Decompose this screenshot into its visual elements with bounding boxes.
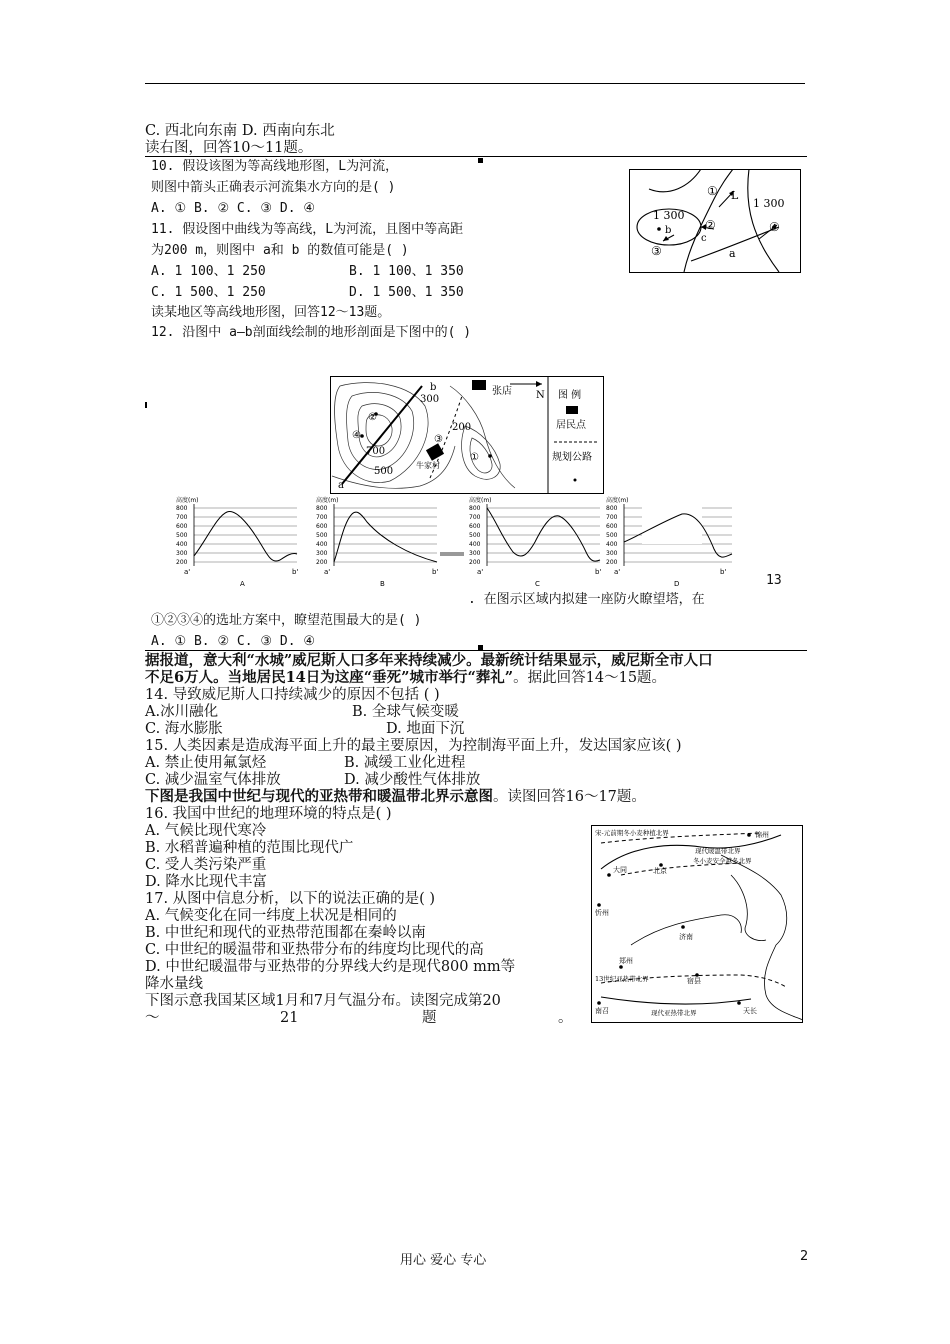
artifact-mark <box>145 402 147 408</box>
option-b: B. 水稻普遍种植的范围比现代广 <box>145 840 354 856</box>
topographic-map <box>330 376 604 494</box>
ytick: 500 <box>176 532 188 539</box>
ytick: 300 <box>316 550 328 557</box>
ytick: 700 <box>469 514 481 521</box>
ytick: 700 <box>606 514 618 521</box>
map-label: 忻州 <box>595 909 609 917</box>
passage-normal: 。据此回答14～15题。 <box>513 670 667 686</box>
artifact-mark <box>478 158 483 163</box>
option-c: C. 中世纪的暖温带和亚热带分布的纬度均比现代的高 <box>145 942 484 958</box>
map-label: 济南 <box>679 933 693 941</box>
ytick: 600 <box>606 523 618 530</box>
ytick: 800 <box>316 505 328 512</box>
option-c: C. 1 500、1 250 <box>151 285 266 300</box>
passage-line <box>145 669 666 687</box>
map-label: 北京 <box>653 867 667 875</box>
ytick: 800 <box>469 505 481 512</box>
passage: 据报道，意大利“水城”威尼斯人口多年来持续减少。最新统计结果显示，威尼斯全市人口 <box>145 652 713 669</box>
fig1-label: ④ <box>769 220 780 234</box>
question-12: 12. 沿图中 a—b剖面线绘制的地形剖面是下图中的( ) <box>151 325 472 340</box>
map-label: a <box>338 480 344 491</box>
question-15: 15. 人类因素是造成海平面上升的最主要原因，为控制海平面上升，发达国家应该( ) <box>145 738 682 754</box>
map-label: 现代亚热带北界 <box>651 1009 697 1017</box>
options: A. ① B. ② C. ③ D. ④ <box>151 201 316 216</box>
ytick: 500 <box>316 532 328 539</box>
fig1-label: b <box>665 225 672 236</box>
map-label: 大同 <box>613 866 627 874</box>
map-label: 500 <box>374 466 394 477</box>
text-fragment: 21 <box>280 1010 299 1026</box>
ytick: 700 <box>176 514 188 521</box>
text-line: 读右图，回答10～11题。 <box>145 140 313 156</box>
ytick: 300 <box>176 550 188 557</box>
question-11: 11. 假设图中曲线为等高线，L为河流，且图中等高距 <box>151 222 464 237</box>
header-rule <box>145 83 805 84</box>
profile-start: a' <box>184 568 191 576</box>
passage-bold: 下图是我国中世纪与现代的亚热带和暖温带北界示意图 <box>145 788 493 805</box>
text-fragment: 。 <box>558 1010 573 1026</box>
ytick: 400 <box>606 541 618 548</box>
text-line: 降水量线 <box>145 976 203 992</box>
smudge <box>642 504 702 544</box>
options: A. ① B. ② C. ③ D. ④ <box>151 634 316 649</box>
map-label: 宿县 <box>687 977 701 985</box>
ytick: 400 <box>316 541 328 548</box>
question-13: . 在图示区域内拟建一座防火瞭望塔，在 <box>468 592 705 607</box>
ytick: 200 <box>469 559 481 566</box>
option-b: B. 减缓工业化进程 <box>344 755 466 771</box>
profile-ylabel: 高度(m) <box>316 497 339 504</box>
ytick: 300 <box>606 550 618 557</box>
fig1-label: ① <box>707 184 718 198</box>
profile-ylabel: 高度(m) <box>469 497 492 504</box>
passage-line <box>145 788 646 806</box>
passage-normal: 。读图回答16～17题。 <box>493 789 646 805</box>
map-label: ③ <box>434 434 443 445</box>
profile-end: b' <box>292 568 299 576</box>
map-label: 锦州 <box>755 831 769 839</box>
option-d: D. 地面下沉 <box>386 721 465 737</box>
text-fragment: 题 <box>422 1010 437 1026</box>
fig1-label: ③ <box>651 244 662 258</box>
ytick: 400 <box>469 541 481 548</box>
text-line: 为200 m，则图中 a和 b 的数值可能是( ) <box>151 243 409 258</box>
map-label: 郑州 <box>619 957 633 965</box>
profile-ylabel: 高度(m) <box>606 497 629 504</box>
option-c: C. 海水膨胀 <box>145 721 223 737</box>
ytick: 800 <box>606 505 618 512</box>
option-a: A. 1 100、1 250 <box>151 264 266 279</box>
profile-start: a' <box>324 568 331 576</box>
page-number: 2 <box>800 1249 809 1264</box>
map-label: 200 <box>452 422 472 433</box>
option-d: D. 减少酸性气体排放 <box>344 772 481 788</box>
ytick: 600 <box>176 523 188 530</box>
text-line: ①②③④的选址方案中，瞭望范围最大的是( ) <box>151 613 422 628</box>
legend-settlement-symbol <box>566 406 578 414</box>
fig1-label: L <box>731 189 739 202</box>
legend-settlement: 居民点 <box>556 420 586 431</box>
ytick: 400 <box>176 541 188 548</box>
passage-bold: 不足6万人。当地居民14日为这座“垂死”城市举行“葬礼” <box>145 669 514 686</box>
map-label: N <box>536 390 545 401</box>
text-line: 下图示意我国某区域1月和7月气温分布。读图完成第20 <box>145 993 501 1009</box>
map-label: 宋-元前期冬小麦种植北界 <box>595 829 669 837</box>
ytick: 700 <box>316 514 328 521</box>
ytick: 600 <box>316 523 328 530</box>
option-a: A. 气候变化在同一纬度上状况是相同的 <box>145 908 397 924</box>
ytick: 200 <box>606 559 618 566</box>
profile-start: a' <box>614 568 621 576</box>
fig1-label: a <box>729 247 736 260</box>
artifact-mark <box>478 645 483 650</box>
profile-a <box>172 494 302 590</box>
fig1-label: 1 300 <box>653 209 685 222</box>
map-label: 700 <box>366 446 386 457</box>
fig1-label: c <box>701 233 707 244</box>
profile-ylabel: 高度(m) <box>176 497 199 504</box>
question-13-number: 13 <box>766 573 782 588</box>
profile-letter: A <box>240 580 245 588</box>
map-label: ① <box>470 452 479 463</box>
profile-letter: C <box>535 580 540 588</box>
footer-center: 用心 爱心 专心 <box>400 1253 487 1268</box>
profile-end: b' <box>432 568 439 576</box>
option-d: D. 中世纪暖温带与亚热带的分界线大约是现代800 mm等 <box>145 959 516 975</box>
option-a: A. 气候比现代寒冷 <box>145 823 267 839</box>
climate-boundary-map <box>591 825 803 1023</box>
fig1-label: 1 300 <box>753 197 785 210</box>
option-a: A.冰川融化 <box>145 704 219 720</box>
profile-end: b' <box>595 568 602 576</box>
map-label: 13世纪亚热带北界 <box>595 975 649 983</box>
ytick: 800 <box>176 505 188 512</box>
ytick: 300 <box>469 550 481 557</box>
section-rule <box>145 650 807 651</box>
legend-road: 规划公路 <box>552 452 592 463</box>
option-d: D. 降水比现代丰富 <box>145 874 267 890</box>
text-fragment: ～ <box>145 1010 160 1026</box>
ytick: 200 <box>316 559 328 566</box>
ytick: 200 <box>176 559 188 566</box>
map-label: 现代暖温带北界 <box>695 847 741 855</box>
option-d: D. 1 500、1 350 <box>349 285 464 300</box>
map-label: 300 <box>420 394 440 405</box>
text-line: 读某地区等高线地形图，回答12～13题。 <box>151 305 391 320</box>
profile-d <box>602 494 742 590</box>
profile-letter: B <box>380 580 385 588</box>
map-label: 南召 <box>595 1007 609 1015</box>
profile-end: b' <box>720 568 727 576</box>
map-label: 牛家村 <box>416 461 440 470</box>
legend-title: 图 例 <box>558 390 582 401</box>
question-14: 14. 导致威尼斯人口持续减少的原因不包括 ( ) <box>145 687 440 703</box>
ytick: 500 <box>469 532 481 539</box>
text-line: 则图中箭头正确表示河流集水方向的是( ) <box>151 180 396 195</box>
map-label: b <box>430 382 437 393</box>
option-b: B. 中世纪和现代的亚热带范围都在秦岭以南 <box>145 925 426 941</box>
map-label: ④ <box>352 430 361 441</box>
question-17: 17. 从图中信息分析，以下的说法正确的是( ) <box>145 891 436 907</box>
profile-c <box>465 494 605 590</box>
text-line: C. 西北向东南 D. 西南向东北 <box>145 123 335 139</box>
option-b: B. 全球气候变暖 <box>352 704 459 720</box>
profile-letter: D <box>674 580 680 588</box>
ytick: 500 <box>606 532 618 539</box>
profile-start: a' <box>477 568 484 576</box>
section-rule <box>145 156 807 157</box>
map-label: ② <box>368 412 377 423</box>
profile-b <box>312 494 442 590</box>
option-b: B. 1 100、1 350 <box>349 264 464 279</box>
map-label: 冬小麦安全越冬北界 <box>693 857 752 865</box>
question-10: 10. 假设该图为等高线地形图，L为河流， <box>151 159 399 174</box>
fig1-label: ② <box>705 218 716 232</box>
option-a: A. 禁止使用氟氯烃 <box>145 755 267 771</box>
artifact-bar <box>440 552 464 556</box>
question-16: 16. 我国中世纪的地理环境的特点是( ) <box>145 806 392 822</box>
option-c: C. 减少温室气体排放 <box>145 772 281 788</box>
option-c: C. 受人类污染严重 <box>145 857 267 873</box>
map-label: 天长 <box>743 1007 757 1015</box>
contour-figure <box>629 169 801 273</box>
map-label: 张店 <box>492 386 512 397</box>
ytick: 600 <box>469 523 481 530</box>
